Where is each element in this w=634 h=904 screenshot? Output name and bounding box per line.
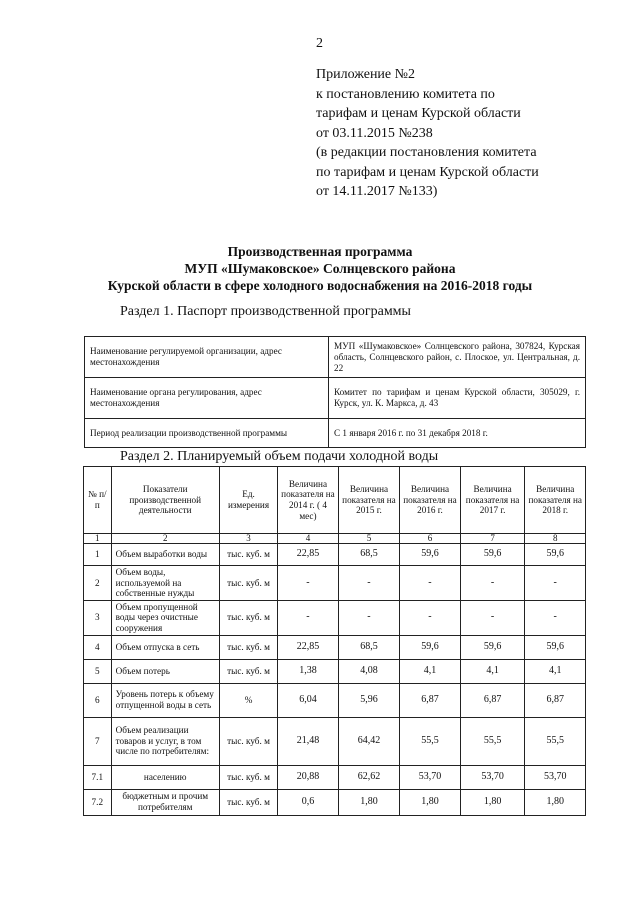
appendix-line: тарифам и ценам Курской области [316,106,521,121]
appendix-line: по тарифам и ценам Курской области [316,164,539,180]
section2-heading: Раздел 2. Планируемый объем подачи холодной воды [120,449,439,464]
indicator-name: населению [111,765,219,789]
value-cell: 6,87 [400,683,460,717]
value-cell: 4,1 [525,659,586,683]
column-header: № п/п [84,467,112,534]
value-cell: - [278,600,338,635]
value-cell: 1,38 [278,659,338,683]
value-cell: 68,5 [338,635,400,659]
passport-value: Комитет по тарифам и ценам Курской области, 305029, г. Курск, ул. К. Маркса, д. 43 [329,378,586,419]
value-cell: 59,6 [400,544,460,566]
value-cell: 20,88 [278,765,338,789]
table-body [84,544,586,816]
column-number: 7 [460,534,525,544]
appendix-line: от 14.11.2017 №133) [316,184,438,199]
volume-table [83,466,586,816]
table-row [84,544,586,566]
value-cell: 1,80 [338,789,400,815]
unit-cell: тыс. куб. м [219,717,277,765]
value-cell: 59,6 [460,544,525,566]
table-row [84,683,586,717]
passport-label: Наименование органа регулирования, адрес местонахождения [85,378,329,419]
value-cell: 22,85 [278,635,338,659]
value-cell: - [525,566,586,601]
title-line: Производственная программа [227,244,413,259]
value-cell: - [338,566,400,601]
value-cell: 6,87 [460,683,525,717]
indicator-name: Объем пропущенной воды через очистные сооружения [111,600,219,635]
indicator-name: бюджетным и прочим потребителям [111,789,219,815]
unit-cell: тыс. куб. м [219,789,277,815]
row-number: 7 [84,717,112,765]
passport-table [84,336,586,448]
table-row [84,765,586,789]
appendix-line: к постановлению комитета по [316,86,495,102]
passport-value: МУП «Шумаковское» Солнцевского района, 307824, Курская область, Солнцевского район, с. Плоское, ул. Центральная, д. 22 [329,337,586,378]
table-row [84,659,586,683]
column-number: 5 [338,534,400,544]
column-number: 8 [525,534,586,544]
column-header: Величина показателя на 2015 г. [338,467,400,534]
value-cell: 1,80 [400,789,460,815]
unit-cell: тыс. куб. м [219,765,277,789]
table-row [84,635,586,659]
row-number: 5 [84,659,112,683]
passport-label: Период реализации производственной программы [85,419,329,448]
column-header: Величина показателя на 2018 г. [525,467,586,534]
value-cell: 1,80 [460,789,525,815]
row-number: 7.2 [84,789,112,815]
header-row [84,467,586,534]
value-cell: 4,08 [338,659,400,683]
indicator-name: Объем выработки воды [111,544,219,566]
column-header: Ед. измерения [219,467,277,534]
unit-cell: тыс. куб. м [219,544,277,566]
value-cell: 59,6 [400,635,460,659]
value-cell: 55,5 [525,717,586,765]
column-number: 3 [219,534,277,544]
value-cell: 22,85 [278,544,338,566]
value-cell: 4,1 [460,659,525,683]
value-cell: - [400,566,460,601]
value-cell: 6,87 [525,683,586,717]
appendix-line: Приложение №2 [316,67,415,82]
column-header: Величина показателя на 2017 г. [460,467,525,534]
value-cell: 1,80 [525,789,586,815]
value-cell: - [400,600,460,635]
section1-heading: Раздел 1. Паспорт производственной программы [120,304,411,319]
table-row [85,378,586,419]
row-number: 3 [84,600,112,635]
unit-cell: тыс. куб. м [219,600,277,635]
table-row [85,419,586,448]
appendix-note [316,65,539,202]
unit-cell: тыс. куб. м [219,635,277,659]
passport-label: Наименование регулируемой организации, адрес местонахождения [85,337,329,378]
value-cell: 62,62 [338,765,400,789]
value-cell: 64,42 [338,717,400,765]
row-number: 2 [84,566,112,601]
table-row [84,789,586,815]
row-number: 6 [84,683,112,717]
page-number: 2 [316,36,323,51]
value-cell: 5,96 [338,683,400,717]
appendix-line: (в редакции постановления комитета [316,145,537,160]
table-row [84,566,586,601]
value-cell: 59,6 [525,544,586,566]
table-row [84,717,586,765]
value-cell: 59,6 [525,635,586,659]
column-number: 4 [278,534,338,544]
value-cell: 68,5 [338,544,400,566]
value-cell: - [460,600,525,635]
value-cell: 6,04 [278,683,338,717]
indicator-name: Объем отпуска в сеть [111,635,219,659]
value-cell: 53,70 [460,765,525,789]
column-header: Величина показателя на 2014 г. ( 4 мес) [278,467,338,534]
value-cell: 55,5 [400,717,460,765]
title-line: Курской области в сфере холодного водоснабжения на 2016-2018 годы [107,278,533,293]
row-number: 1 [84,544,112,566]
column-number: 1 [84,534,112,544]
value-cell: 53,70 [400,765,460,789]
unit-cell: тыс. куб. м [219,566,277,601]
column-number: 6 [400,534,460,544]
value-cell: - [338,600,400,635]
value-cell: 21,48 [278,717,338,765]
row-number: 7.1 [84,765,112,789]
value-cell: - [278,566,338,601]
indicator-name: Объем воды, используемой на собственные нужды [111,566,219,601]
indicator-name: Объем реализации товаров и услуг, в том числе по потребителям: [111,717,219,765]
value-cell: 59,6 [460,635,525,659]
document-title [60,243,580,294]
row-number: 4 [84,635,112,659]
indicator-name: Уровень потерь к объему отпущенной воды в сеть [111,683,219,717]
value-cell: 53,70 [525,765,586,789]
value-cell: - [525,600,586,635]
title-line: МУП «Шумаковское» Солнцевского района [184,261,456,276]
value-cell: - [460,566,525,601]
value-cell: 0,6 [278,789,338,815]
table-row [85,337,586,378]
passport-value: С 1 января 2016 г. по 31 декабря 2018 г. [329,419,586,448]
value-cell: 4,1 [400,659,460,683]
unit-cell: % [219,683,277,717]
column-number: 2 [111,534,219,544]
column-number-row [84,534,586,544]
indicator-name: Объем потерь [111,659,219,683]
column-header: Показатели производственной деятельности [111,467,219,534]
table-row [84,600,586,635]
column-header: Величина показателя на 2016 г. [400,467,460,534]
value-cell: 55,5 [460,717,525,765]
unit-cell: тыс. куб. м [219,659,277,683]
appendix-line: от 03.11.2015 №238 [316,125,433,141]
